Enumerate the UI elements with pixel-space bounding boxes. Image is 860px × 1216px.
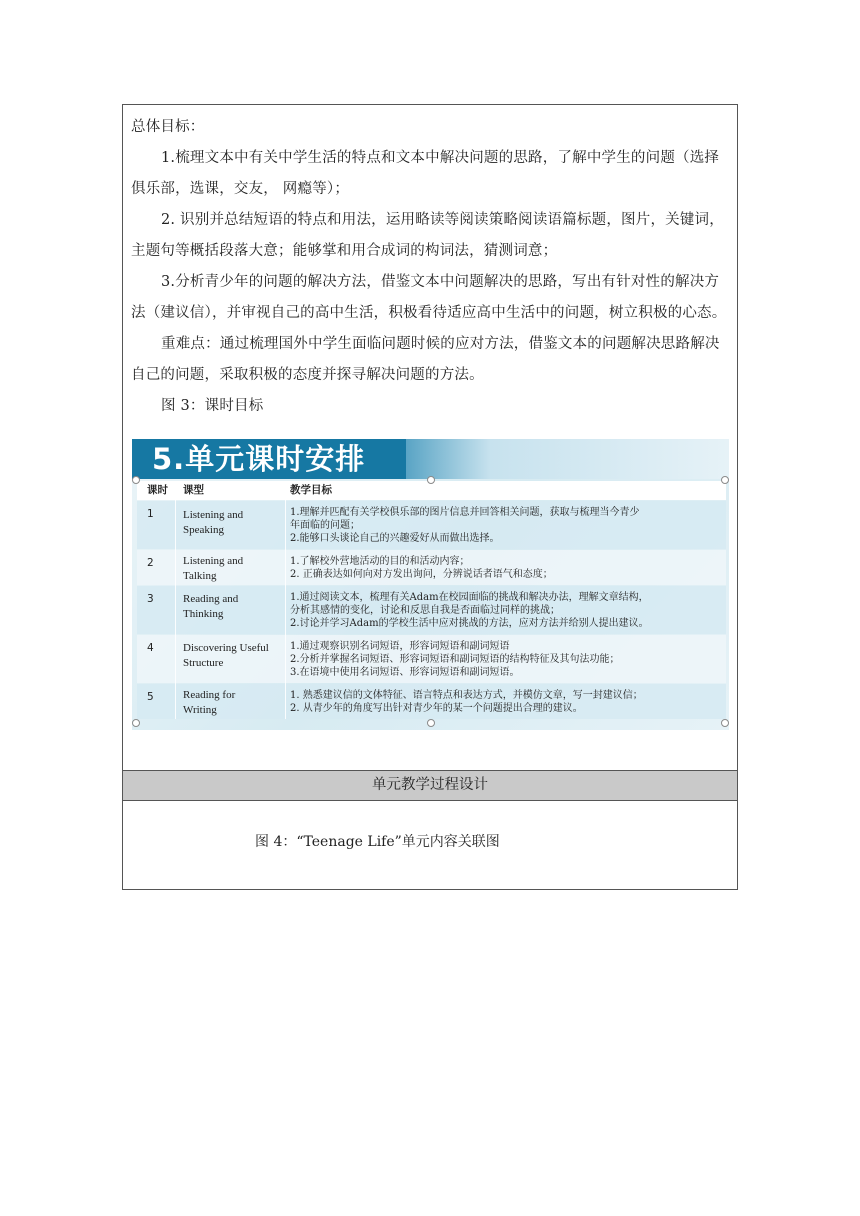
row-goal-line: 1.理解并匹配有关学校俱乐部的图片信息并回答相关问题，获取与梳理当今青少 (290, 507, 640, 518)
header-goal: 教学目标 (290, 484, 332, 496)
row-type-line: Thinking (183, 608, 224, 620)
resize-handle[interactable] (721, 719, 729, 727)
row-goal-line: 2. 正确表达如何向对方发出询问，分辨说话者语气和态度； (290, 569, 553, 580)
row-teaching-goal (290, 591, 722, 630)
row-lesson-type (183, 554, 283, 584)
row-goal-line: 1.通过阅读文本，梳理有关Adam在校园面临的挑战和解决办法，理解文章结构， (290, 592, 649, 603)
resize-handle[interactable] (132, 476, 140, 484)
row-type-line: Listening and (183, 555, 244, 567)
figure-3-caption: 图 3：课时目标 (161, 398, 264, 414)
row-lesson-number: 4 (147, 642, 154, 654)
row-type-line: Reading and (183, 593, 239, 605)
row-type-line: Discovering Useful (183, 642, 269, 654)
figure-4-caption: 图 4：“Teenage Life”单元内容关联图 (255, 834, 500, 850)
row-lesson-type (183, 592, 283, 622)
row-goal-line: 3.在语境中使用名词短语、形容词短语和副词短语。 (290, 667, 520, 678)
row-type-line: Structure (183, 657, 224, 669)
goal-3-line-1: 3.分析青少年的问题的解决方法，借鉴文本中问题解决的思路，写出有针对性的解决方 (161, 274, 720, 290)
table-row (137, 550, 726, 585)
key-points-line-2: 自己的问题，采取积极的态度并探寻解决问题的方法。 (131, 367, 484, 383)
row-type-line: Writing (183, 704, 217, 716)
resize-handle[interactable] (132, 719, 140, 727)
row-type-line: Reading for (183, 689, 236, 701)
row-goal-line: 1.通过观察识别名词短语，形容词短语和副词短语 (290, 641, 510, 652)
table-row (137, 684, 726, 719)
document-table (122, 104, 738, 890)
row-goal-line: 1.了解校外营地活动的目的和活动内容； (290, 556, 470, 567)
goal-1-line-2: 俱乐部，选课，交友， 网瘾等）； (131, 181, 350, 197)
row-goal-line: 分析其感情的变化，讨论和反思自我是否面临过同样的挑战； (290, 605, 560, 616)
row-lesson-number: 3 (147, 593, 154, 605)
row-lesson-type (183, 688, 283, 718)
row-teaching-goal (290, 506, 722, 545)
row-lesson-number: 1 (147, 508, 154, 520)
lesson-schedule-slide-image[interactable] (132, 439, 729, 730)
row-type-line: Talking (183, 570, 217, 582)
row-teaching-goal (290, 555, 722, 581)
resize-handle[interactable] (427, 719, 435, 727)
resize-handle[interactable] (721, 476, 729, 484)
row-goal-line: 2.讨论并学习Adam的学校生活中应对挑战的方法，应对方法并给别人提出建议。 (290, 618, 649, 629)
row-goal-line: 2.能够口头谈论自己的兴趣爱好从而做出选择。 (290, 533, 500, 544)
row-goal-line: 1. 熟悉建议信的文体特征、语言特点和表达方式，并模仿文章，写一封建议信； (290, 690, 643, 701)
slide-title: 5.单元课时安排 (152, 442, 366, 476)
row-teaching-goal (290, 640, 722, 679)
header-type: 课型 (183, 484, 204, 496)
key-points-line-1: 重难点：通过梳理国外中学生面临问题时候的应对方法，借鉴文本的问题解决思路解决 (161, 336, 720, 352)
row-type-line: Speaking (183, 524, 224, 536)
resize-handle[interactable] (427, 476, 435, 484)
table-row (137, 635, 726, 683)
slide-title-box (132, 439, 406, 479)
row-lesson-number: 2 (147, 557, 154, 569)
goal-2-line-2: 主题句等概括段落大意；能够掌和用合成词的构词法，猜测词意； (131, 243, 558, 259)
goal-2-line-1: 2. 识别并总结短语的特点和用法，运用略读等阅读策略阅读语篇标题，图片，关键词， (161, 212, 724, 228)
header-lesson: 课时 (147, 484, 168, 496)
row-lesson-number: 5 (147, 691, 154, 703)
goal-3-line-2: 法（建议信），并审视自己的高中生活，积极看待适应高中生活中的问题，树立积极的心态。 (131, 305, 727, 321)
row-lesson-type (183, 508, 283, 538)
table-row (137, 501, 726, 549)
column-divider (285, 481, 286, 719)
row-lesson-type (183, 641, 283, 671)
row-teaching-goal (290, 689, 722, 715)
table-row (137, 586, 726, 634)
row-type-line: Listening and (183, 509, 244, 521)
row-goal-line: 2.分析并掌握名词短语、形容词短语和副词短语的结构特征及其句法功能； (290, 654, 620, 665)
goals-heading: 总体目标： (131, 119, 205, 135)
goal-1-line-1: 1.梳理文本中有关中学生活的特点和文本中解决问题的思路，了解中学生的问题（选择 (161, 150, 720, 166)
column-divider (175, 481, 176, 719)
goals-cell (123, 105, 737, 770)
section-header: 单元教学过程设计 (123, 770, 737, 801)
row-goal-line: 2. 从青少年的角度写出针对青少年的某一个问题提出合理的建议。 (290, 703, 583, 714)
row-goal-line: 年面临的问题； (290, 520, 360, 531)
